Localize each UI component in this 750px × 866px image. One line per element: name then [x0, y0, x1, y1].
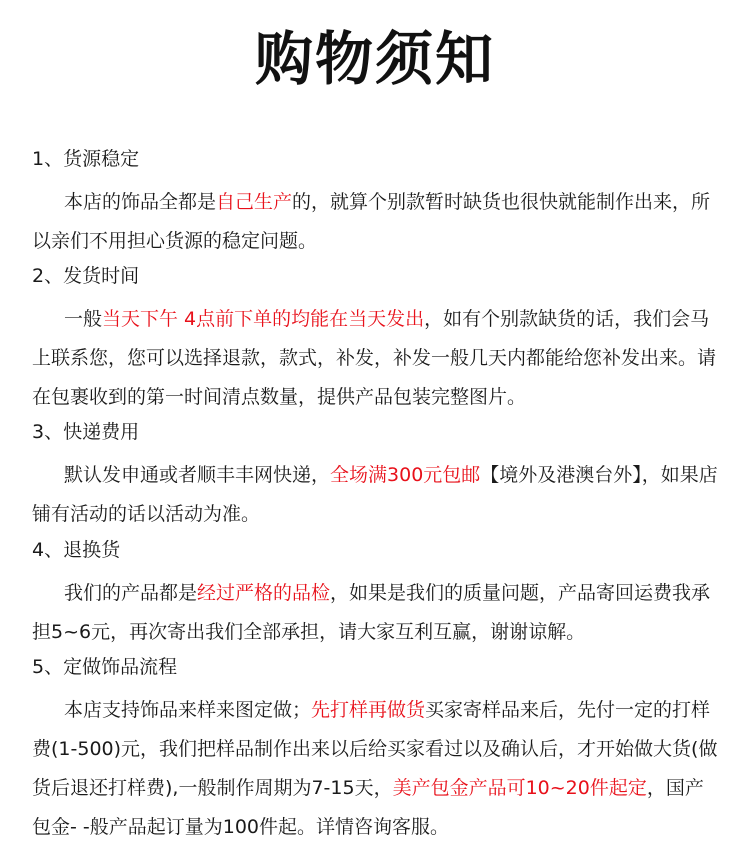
highlight-text: 经过严格的品检: [197, 582, 331, 604]
section-paragraph: [32, 456, 722, 534]
text-run: ，如有个别款缺货的话，我们会马上联系您，您可以选择退款，款式，补发，补发一般几天内都能给您补发出来。请在包裹收到的第一时间清点数量，提供产品包装完整图片。: [32, 308, 717, 408]
page-title: 购物须知: [254, 25, 495, 93]
section-heading: 5、定做饰品流程: [32, 656, 178, 678]
highlight-text: 全场满300元包邮: [330, 464, 481, 486]
section-paragraph: [32, 574, 722, 652]
section-heading: 4、退换货: [32, 539, 121, 561]
text-run: 买家寄样品来后，先付一定的打样费(1-500)元，我们把样品制作出来以后给买家看过以及确认后，才开始做大货(做货后退还打样费),一般制作周期为7-15天，: [32, 699, 718, 799]
section-heading: 3、快递费用: [32, 421, 140, 443]
text-run: 一般: [64, 308, 103, 330]
section-heading: 1、货源稳定: [32, 148, 140, 170]
text-run: 本店的饰品全都是: [64, 191, 217, 213]
section-paragraph: [32, 300, 722, 417]
text-run: 我们的产品都是: [64, 582, 198, 604]
text-run: ，如果是我们的质量问题，产品寄回运费我承担5~6元，再次寄出我们全部承担，请大家互利互赢，谢谢谅解。: [32, 582, 711, 643]
section-returns: [32, 537, 722, 652]
section-shipping-time: [32, 263, 722, 417]
section-paragraph: [32, 183, 722, 261]
highlight-text: 自己生产: [216, 191, 293, 213]
highlight-text: 当天下午 4点前下单的均能在当天发出: [102, 308, 425, 330]
section-custom-order: [32, 654, 722, 847]
text-run: 本店支持饰品来样来图定做；: [64, 699, 312, 721]
section-paragraph: [32, 691, 722, 847]
highlight-text: 美产包金产品可10~20件起定: [392, 777, 647, 799]
section-shipping-fee: [32, 419, 722, 534]
section-heading: 2、发货时间: [32, 265, 140, 287]
text-run: 默认发申通或者顺丰丰网快递，: [64, 464, 331, 486]
text-run: 【境外及港澳台外】，如果店铺有活动的话以活动为准。: [32, 464, 718, 525]
section-supply: [32, 146, 722, 261]
highlight-text: 先打样再做货: [311, 699, 426, 721]
text-run: 的，就算个别款暂时缺货也很快就能制作出来，所以亲们不用担心货源的稳定问题。: [32, 191, 711, 252]
text-run: ，国产包金- -般产品起订量为100件起。详情咨询客服。: [32, 777, 704, 838]
